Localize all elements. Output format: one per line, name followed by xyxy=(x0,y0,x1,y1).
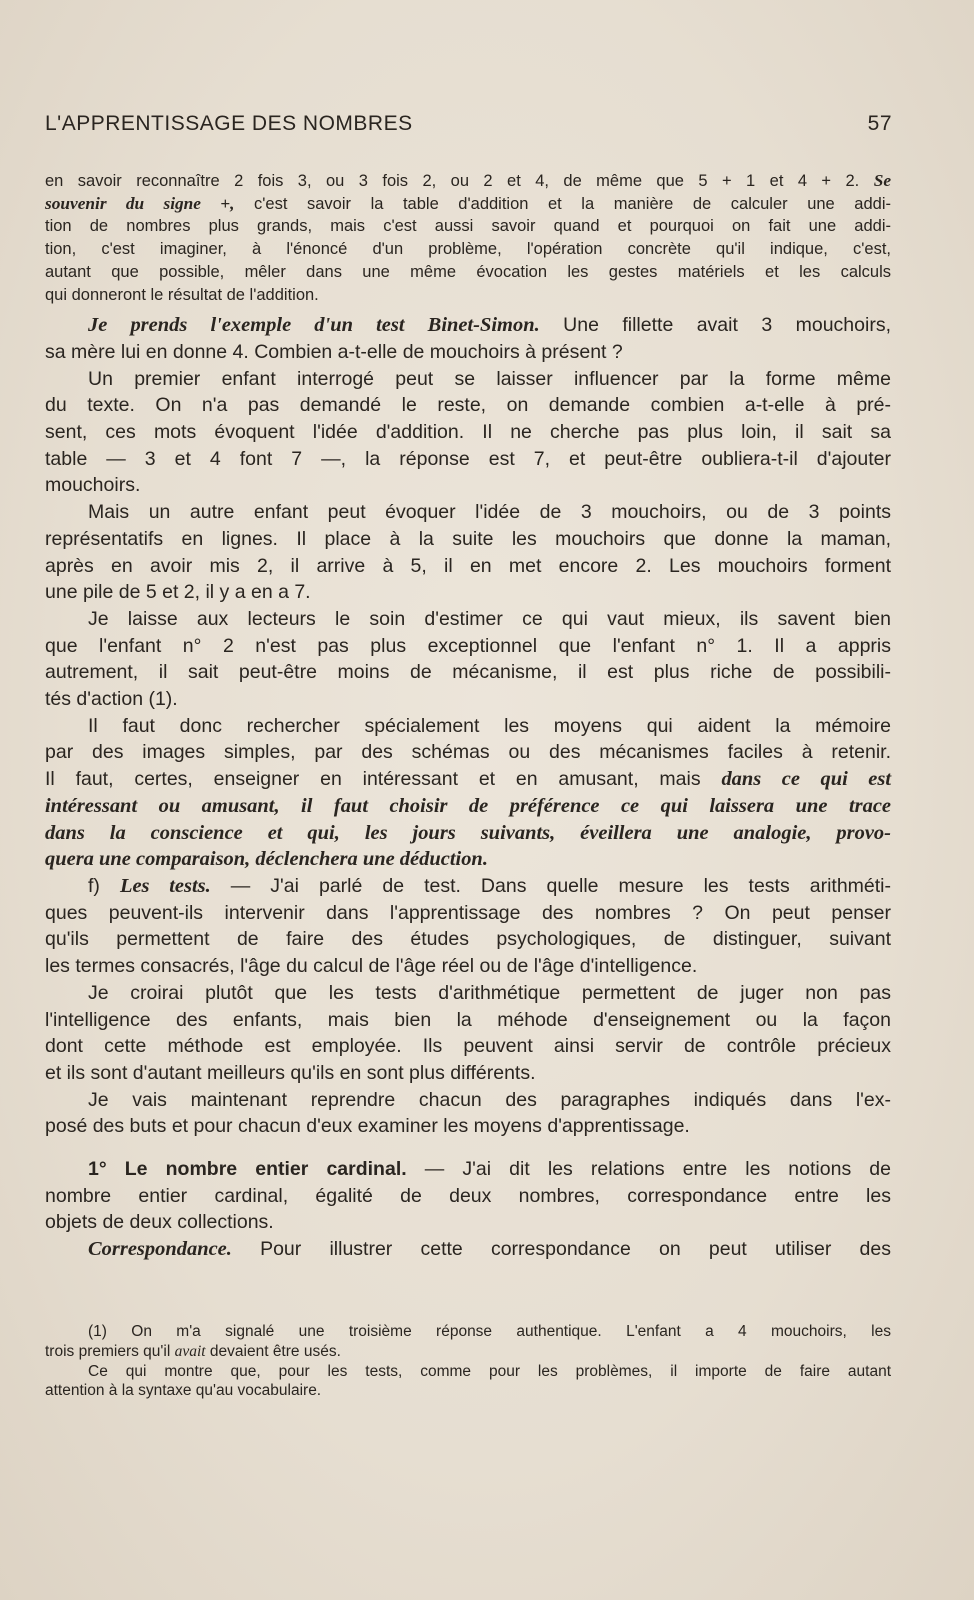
paragraph-5: Je laisse aux lecteurs le soin d'estimer ce qui vaut mieux, ils savent bien que l'enfant n° 2 n'est pas plus exceptionnel que l'enfant n° 1. Il a appris autrement, il sait peut-être moins de mécanisme, il est plus riche de possibili- tés d'action (1). xyxy=(45,607,891,711)
paragraph-6: Il faut donc rechercher spécialement les moyens qui aident la mémoire par des images simples, par des schémas ou des mécanismes faciles à retenir. Il faut, certes, enseigner en intéressant et en amusant, mais dans ce qui est intéressant ou amusant, il faut choisir de préférence ce qui laissera une trace dans la conscience et qui, les jours suivants, éveillera une analogie, provo- quera une comparaison, déclenchera une déduction. xyxy=(45,714,892,871)
footnotes xyxy=(45,1322,891,1401)
body-text xyxy=(45,170,891,1263)
paragraph-7: f) Les tests. — J'ai parlé de test. Dans quelle mesure les tests arithméti- ques peuvent-ils intervenir dans l'apprentissage des nombres ? On peut penser qu'ils permettent de faire des études psychologiques, de distinguer, suivant les termes consacrés, l'âge du calcul de l'âge réel ou de l'âge d'intelligence. xyxy=(45,874,892,978)
footnote-2: Ce qui montre que, pour les tests, comme pour les problèmes, il importe de faire autant attention à la syntaxe qu'au vocabulaire. xyxy=(45,1362,891,1400)
paragraph-3: Un premier enfant interrogé peut se laisser influencer par la forme même du texte. On n'a pas demandé le reste, on demande combien a-t-elle à pré- sent, ces mots évoquent l'idée d'addition. Il ne cherche pas plus loin, il sait sa table — 3 et 4 font 7 —, la réponse est 7, et peut-être oubliera-t-il d'ajouter mouchoirs. xyxy=(45,367,891,497)
paragraph-10: 1° Le nombre entier cardinal. — J'ai dit les relations entre les notions de nombre entier cardinal, égalité de deux nombres, correspondance entre les objets de deux collections. xyxy=(45,1158,891,1234)
paragraph-4: Mais un autre enfant peut évoquer l'idée de 3 mouchoirs, ou de 3 points représentatifs en lignes. Il place à la suite les mouchoirs que donne la maman, après en avoir mis 2, il arrive à 5, il en met encore 2. Les mouchoirs forment une pile de 5 et 2, il y a en a 7. xyxy=(45,501,891,604)
paragraph-1: en savoir reconnaître 2 fois 3, ou 3 fois 2, ou 2 et 4, de même que 5 + 1 et 4 + 2. Se souvenir du signe +, c'est savoir la table d'addition et la manière de calculer une addi- tion de nombres plus grands, mais c'est aussi savoir quand et pourquoi on fait une addi- tion, c'est imaginer, à l'énoncé d'un problème, l'opération concrète qu'il indique, c'est, autant que possible, mêler dans une même évocation les gestes matériels et les calculs qui donneront le résultat de l'addition. xyxy=(45,171,892,304)
paragraph-8: Je croirai plutôt que les tests d'arithmétique permettent de juger non pas l'intelligence des enfants, mais bien la méhode d'enseignement ou la façon dont cette méthode est employée. Ils peuvent ainsi servir de contrôle précieux et ils sont d'autant meilleurs qu'ils en sont plus différents. xyxy=(45,981,891,1084)
footnote-1: (1) On m'a signalé une troisième réponse authentique. L'enfant a 4 mouchoirs, les trois premiers qu'il avait devaient être usés. xyxy=(45,1323,891,1360)
running-title: L'APPRENTISSAGE DES NOMBRES xyxy=(45,112,413,135)
paragraph-2: Je prends l'exemple d'un test Binet-Simon. Une fillette avait 3 mouchoirs, sa mère lui en donne 4. Combien a-t-elle de mouchoirs à présent ? xyxy=(45,314,891,363)
paragraph-11: Correspondance. Pour illustrer cette correspondance on peut utiliser des xyxy=(88,1238,891,1261)
paragraph-9: Je vais maintenant reprendre chacun des paragraphes indiqués dans l'ex- posé des buts et pour chacun d'eux examiner les moyens d'apprentissage. xyxy=(45,1088,891,1138)
running-header xyxy=(45,112,892,142)
page-number: 57 xyxy=(867,112,892,135)
